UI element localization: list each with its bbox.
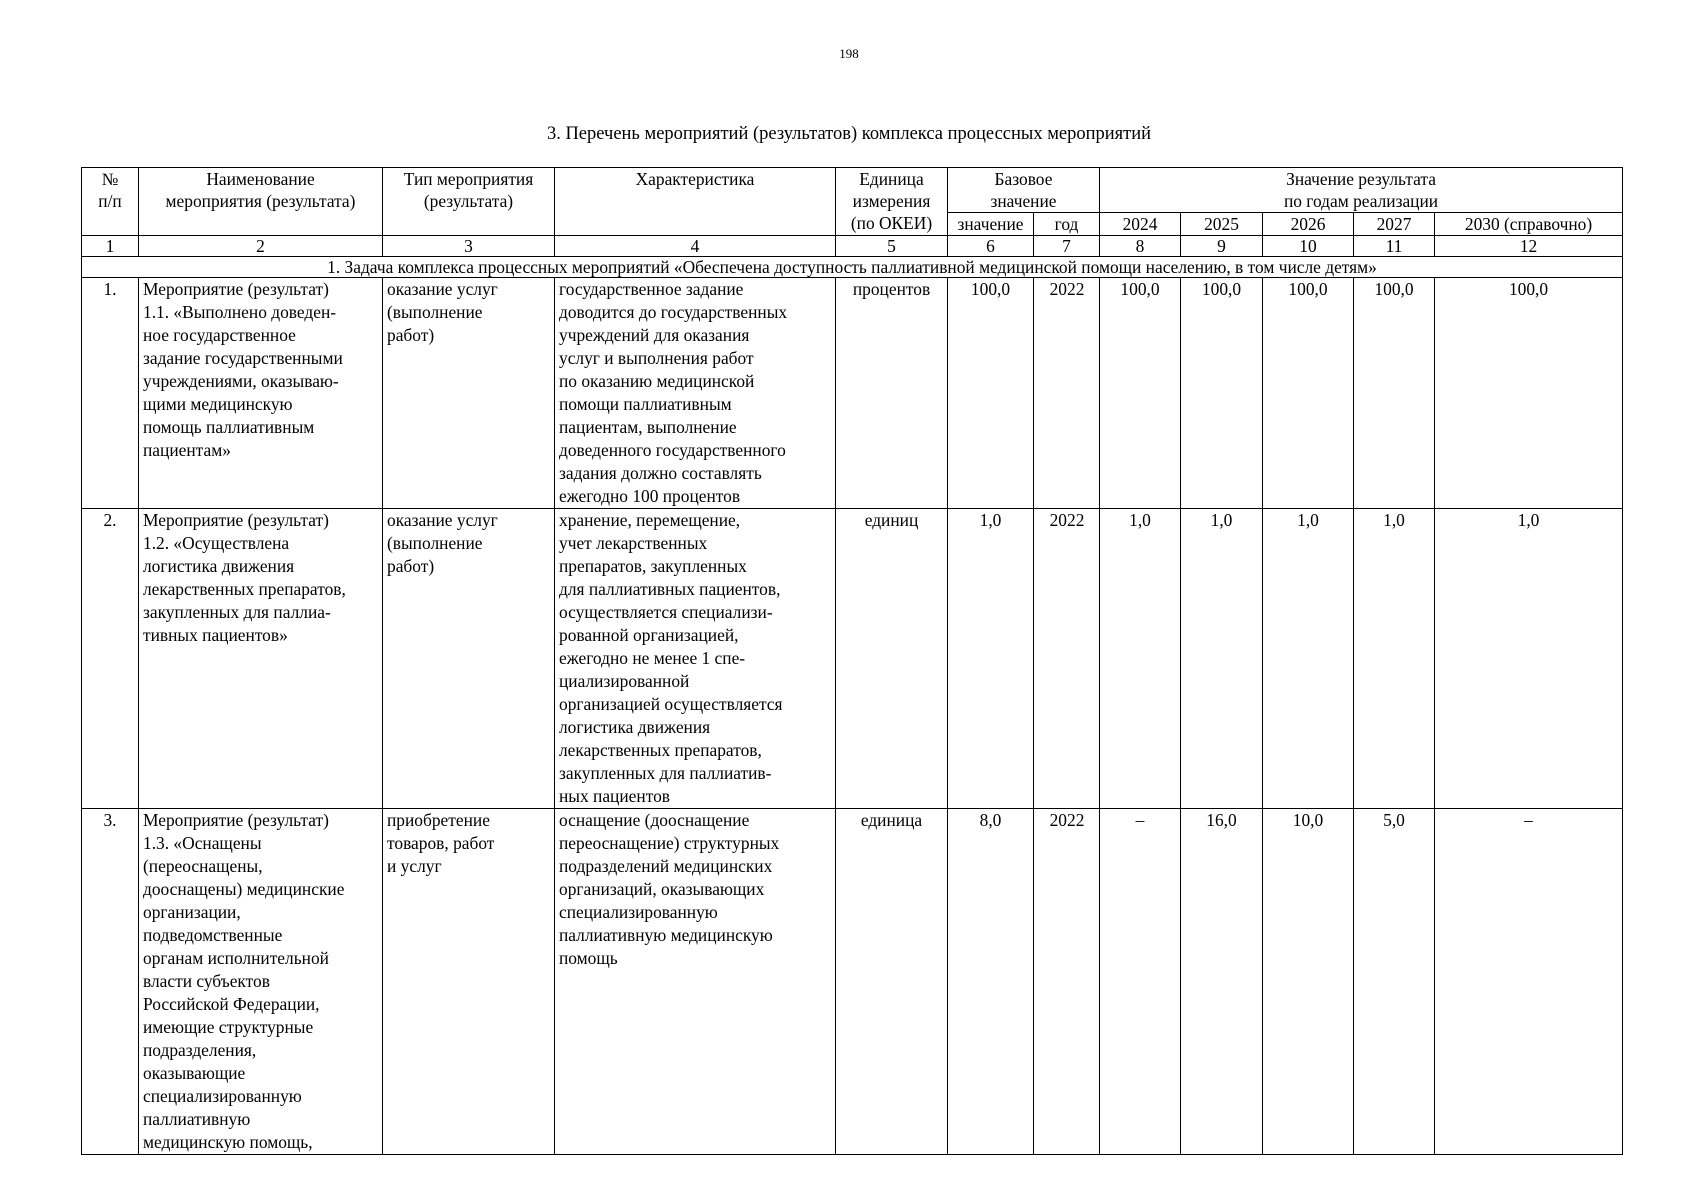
column-number: 8: [1100, 236, 1181, 257]
row-value-2027: 1,0: [1354, 509, 1435, 809]
row-value-2024: 1,0: [1100, 509, 1181, 809]
row-type: приобретение товаров, работ и услуг: [383, 809, 555, 1155]
column-number: 3: [383, 236, 555, 257]
row-value-2030: –: [1435, 809, 1623, 1155]
row-unit: единиц: [836, 509, 948, 809]
header-year-2025: 2025: [1181, 213, 1263, 236]
task-title: 1. Задача комплекса процессных мероприятий «Обеспечена доступность паллиативной медицинской помощи населению, в том числе детям»: [82, 257, 1623, 278]
row-characteristic: государственное задание доводится до государственных учреждений для оказания услуг и выполнения работ по оказанию медицинской помощи паллиативным пациентам, выполнение доведенного государственного задания должно составлять ежегодно 100 процентов: [555, 278, 836, 509]
row-base-year: 2022: [1034, 509, 1100, 809]
header-year-2026: 2026: [1263, 213, 1354, 236]
table-row: [82, 509, 1623, 809]
header-base: Базовое значение: [948, 168, 1100, 213]
column-number: 11: [1354, 236, 1435, 257]
header-base-value: значение: [948, 213, 1034, 236]
row-value-2026: 100,0: [1263, 278, 1354, 509]
column-number: 7: [1034, 236, 1100, 257]
row-characteristic: оснащение (дооснащение переоснащение) структурных подразделений медицинских организаций, оказывающих специализированную паллиативную медицинскую помощь: [555, 809, 836, 1155]
row-no: 1.: [82, 278, 139, 509]
row-base-value: 1,0: [948, 509, 1034, 809]
row-base-year: 2022: [1034, 278, 1100, 509]
row-value-2024: –: [1100, 809, 1181, 1155]
section-title: 3. Перечень мероприятий (результатов) комплекса процессных мероприятий: [546, 124, 1152, 144]
table-row: [82, 809, 1623, 1155]
row-value-2030: 100,0: [1435, 278, 1623, 509]
column-number: 12: [1435, 236, 1623, 257]
header-year-2024: 2024: [1100, 213, 1181, 236]
row-no: 2.: [82, 509, 139, 809]
row-value-2025: 16,0: [1181, 809, 1263, 1155]
header-base-year: год: [1034, 213, 1100, 236]
row-value-2027: 5,0: [1354, 809, 1435, 1155]
task-row: [82, 257, 1623, 278]
column-number: 5: [836, 236, 948, 257]
row-base-year: 2022: [1034, 809, 1100, 1155]
column-number: 10: [1263, 236, 1354, 257]
page-number: 198: [839, 46, 859, 61]
row-name: Мероприятие (результат) 1.2. «Осуществлена логистика движения лекарственных препаратов, закупленных для паллиа- тивных пациентов»: [139, 509, 383, 809]
column-number: 1: [82, 236, 139, 257]
row-no: 3.: [82, 809, 139, 1155]
row-base-value: 100,0: [948, 278, 1034, 509]
header-unit: Единица измерения (по ОКЕИ): [836, 168, 948, 236]
header-no: № п/п: [82, 168, 139, 236]
row-value-2026: 1,0: [1263, 509, 1354, 809]
row-base-value: 8,0: [948, 809, 1034, 1155]
header-year-2030: 2030 (справочно): [1435, 213, 1623, 236]
column-number: 9: [1181, 236, 1263, 257]
header-characteristic: Характеристика: [555, 168, 836, 236]
column-numbers-row: [82, 236, 1623, 257]
row-value-2025: 1,0: [1181, 509, 1263, 809]
row-characteristic: хранение, перемещение, учет лекарственных препаратов, закупленных для паллиативных пациентов, осуществляется специализи- рованной организацией, ежегодно не менее 1 спе- циализированной организацией осуществляется логистика движения лекарственных препаратов, закупленных для паллиатив- ных пациентов: [555, 509, 836, 809]
row-unit: единица: [836, 809, 948, 1155]
row-name: Мероприятие (результат) 1.1. «Выполнено доведен- ное государственное задание государственными учреждениями, оказываю- щими медицинскую помощь паллиативным пациентам»: [139, 278, 383, 509]
column-number: 4: [555, 236, 836, 257]
row-unit: процентов: [836, 278, 948, 509]
row-name: Мероприятие (результат) 1.3. «Оснащены (переоснащены, дооснащены) медицинские организации, подведомственные органам исполнительной власти субъектов Российской Федерации, имеющие структурные подразделения, оказывающие специализированную паллиативную медицинскую помощь,: [139, 809, 383, 1155]
header-name: Наименование мероприятия (результата): [139, 168, 383, 236]
row-value-2030: 1,0: [1435, 509, 1623, 809]
measures-table: [81, 167, 1623, 1155]
row-type: оказание услуг (выполнение работ): [383, 509, 555, 809]
row-value-2025: 100,0: [1181, 278, 1263, 509]
row-value-2024: 100,0: [1100, 278, 1181, 509]
header-result-values: Значение результата по годам реализации: [1100, 168, 1623, 213]
row-value-2027: 100,0: [1354, 278, 1435, 509]
row-value-2026: 10,0: [1263, 809, 1354, 1155]
row-type: оказание услуг (выполнение работ): [383, 278, 555, 509]
header-type: Тип мероприятия (результата): [383, 168, 555, 236]
column-number: 6: [948, 236, 1034, 257]
header-year-2027: 2027: [1354, 213, 1435, 236]
column-number: 2: [139, 236, 383, 257]
table-row: [82, 278, 1623, 509]
